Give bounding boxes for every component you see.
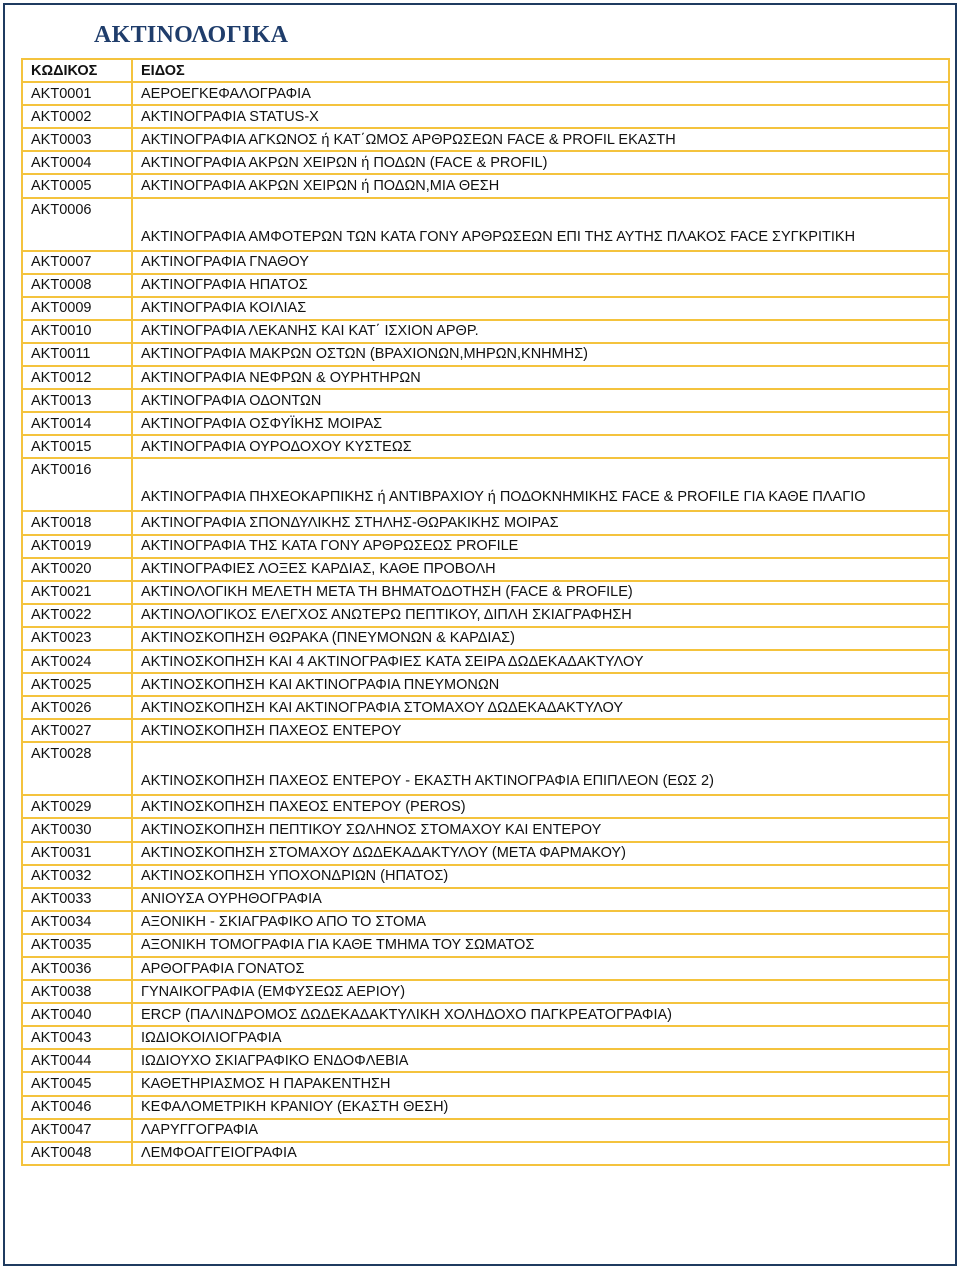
row-description: ΑΚΤΙΝΟΓΡΑΦΙΑ ΟΔΟΝΤΩΝ <box>132 389 949 412</box>
header-type: ΕΙΔΟΣ <box>132 59 949 82</box>
row-code: AKT0024 <box>22 650 132 673</box>
row-code: AKT0019 <box>22 535 132 558</box>
row-description: ΑΚΤΙΝΟΓΡΑΦΙΑ ΗΠΑΤΟΣ <box>132 274 949 297</box>
row-description: ΑΞΟΝΙΚΗ ΤΟΜΟΓΡΑΦΙΑ ΓΙΑ ΚΑΘΕ ΤΜΗΜΑ ΤΟΥ ΣΩΜΑΤΟΣ <box>132 934 949 957</box>
row-code: AKT0013 <box>22 389 132 412</box>
table-row <box>22 1072 949 1095</box>
row-description: ΑΚΤΙΝΟΓΡΑΦΙΑ ΝΕΦΡΩΝ & ΟΥΡΗΤΗΡΩΝ <box>132 366 949 389</box>
table-header-row <box>22 59 949 82</box>
table-row <box>22 105 949 128</box>
row-description: ERCP (ΠΑΛΙΝΔΡΟΜΟΣ ΔΩΔΕΚΑΔΑΚΤΥΛΙΚΗ ΧΟΛΗΔΟΧΟ ΠΑΓΚΡΕΑΤΟΓΡΑΦΙΑ) <box>132 1003 949 1026</box>
row-description: ΑΚΤΙΝΟΣΚΟΠΗΣΗ ΘΩΡΑΚΑ (ΠΝΕΥΜΟΝΩΝ & ΚΑΡΔΙΑΣ) <box>132 627 949 650</box>
table-row <box>22 320 949 343</box>
row-code: AKT0032 <box>22 865 132 888</box>
row-code: AKT0006 <box>22 198 132 251</box>
table-row <box>22 911 949 934</box>
row-description: ΑΝΙΟΥΣΑ ΟΥΡΗΘΟΓΡΑΦΙΑ <box>132 888 949 911</box>
row-code: AKT0043 <box>22 1026 132 1049</box>
row-description: ΑΚΤΙΝΟΓΡΑΦΙΑ ΑΓΚΩΝΟΣ ή ΚΑΤ΄ΩΜΟΣ ΑΡΘΡΩΣΕΩΝ FACE & PROFIL ΕΚΑΣΤΗ <box>132 128 949 151</box>
row-description: ΑΚΤΙΝΟΓΡΑΦΙΑ ΟΣΦΥΪΚΗΣ ΜΟΙΡΑΣ <box>132 412 949 435</box>
row-description: ΚΕΦΑΛΟΜΕΤΡΙΚΗ ΚΡΑΝΙΟΥ (ΕΚΑΣΤΗ ΘΕΣΗ) <box>132 1096 949 1119</box>
table-row <box>22 128 949 151</box>
table-row <box>22 366 949 389</box>
table-row <box>22 842 949 865</box>
row-description: ΑΚΤΙΝΟΓΡΑΦΙΑ ΣΠΟΝΔΥΛΙΚΗΣ ΣΤΗΛΗΣ-ΘΩΡΑΚΙΚΗΣ ΜΟΙΡΑΣ <box>132 511 949 534</box>
row-description: ΑΚΤΙΝΟΣΚΟΠΗΣΗ ΚΑΙ ΑΚΤΙΝΟΓΡΑΦΙΑ ΣΤΟΜΑΧΟΥ ΔΩΔΕΚΑΔΑΚΤΥΛΟΥ <box>132 696 949 719</box>
table-row <box>22 980 949 1003</box>
row-description: ΑΚΤΙΝΟΓΡΑΦΙΑ ΠΗΧΕΟΚΑΡΠΙΚΗΣ ή ΑΝΤΙΒΡΑΧΙΟΥ ή ΠΟΔΟΚΝΗΜΙΚΗΣ FACE & PROFILE ΓΙΑ ΚΑΘΕ ΠΛΑΓΙΟ <box>132 458 949 511</box>
row-description: ΙΩΔΙΟΚΟΙΛΙΟΓΡΑΦΙΑ <box>132 1026 949 1049</box>
row-code: AKT0016 <box>22 458 132 511</box>
row-description: ΑΚΤΙΝΟΛΟΓΙΚΗ ΜΕΛΕΤΗ ΜΕΤΑ ΤΗ ΒΗΜΑΤΟΔΟΤΗΣΗ (FACE & PROFILE) <box>132 581 949 604</box>
row-code: AKT0005 <box>22 174 132 197</box>
row-description: ΑΚΤΙΝΟΣΚΟΠΗΣΗ ΚΑΙ 4 ΑΚΤΙΝΟΓΡΑΦΙΕΣ ΚΑΤΑ ΣΕΙΡΑ ΔΩΔΕΚΑΔΑΚΤΥΛΟΥ <box>132 650 949 673</box>
row-description: ΑΚΤΙΝΟΣΚΟΠΗΣΗ ΣΤΟΜΑΧΟΥ ΔΩΔΕΚΑΔΑΚΤΥΛΟΥ (ΜΕΤΑ ΦΑΡΜΑΚΟΥ) <box>132 842 949 865</box>
row-code: AKT0045 <box>22 1072 132 1095</box>
row-description: ΑΕΡΟΕΓΚΕΦΑΛΟΓΡΑΦΙΑ <box>132 82 949 105</box>
row-code: AKT0007 <box>22 251 132 274</box>
table-row <box>22 558 949 581</box>
row-code: AKT0023 <box>22 627 132 650</box>
row-description: ΙΩΔΙΟΥΧΟ ΣΚΙΑΓΡΑΦΙΚΟ ΕΝΔΟΦΛΕΒΙΑ <box>132 1049 949 1072</box>
table-row <box>22 581 949 604</box>
row-code: AKT0028 <box>22 742 132 795</box>
page-title: ΑΚΤΙΝΟΛΟΓΙΚΑ <box>94 22 289 48</box>
row-description: ΑΚΤΙΝΟΣΚΟΠΗΣΗ ΠΑΧΕΟΣ ΕΝΤΕΡΟΥ (PEROS) <box>132 795 949 818</box>
row-code: AKT0021 <box>22 581 132 604</box>
row-code: AKT0036 <box>22 957 132 980</box>
row-description: ΑΚΤΙΝΟΓΡΑΦΙΑ ΜΑΚΡΩΝ ΟΣΤΩΝ (ΒΡΑΧΙΟΝΩΝ,ΜΗΡΩΝ,ΚΝΗΜΗΣ) <box>132 343 949 366</box>
table-row <box>22 818 949 841</box>
row-code: AKT0015 <box>22 435 132 458</box>
row-description: ΑΚΤΙΝΟΣΚΟΠΗΣΗ ΠΕΠΤΙΚΟΥ ΣΩΛΗΝΟΣ ΣΤΟΜΑΧΟΥ ΚΑΙ ΕΝΤΕΡΟΥ <box>132 818 949 841</box>
row-description: ΑΚΤΙΝΟΓΡΑΦΙΑ ΟΥΡΟΔΟΧΟΥ ΚΥΣΤΕΩΣ <box>132 435 949 458</box>
row-code: AKT0002 <box>22 105 132 128</box>
row-code: AKT0020 <box>22 558 132 581</box>
table-row <box>22 604 949 627</box>
row-description: ΑΚΤΙΝΟΓΡΑΦΙΑ ΑΚΡΩΝ ΧΕΙΡΩΝ ή ΠΟΔΩΝ,ΜΙΑ ΘΕΣΗ <box>132 174 949 197</box>
row-description: ΑΚΤΙΝΟΛΟΓΙΚΟΣ ΕΛΕΓΧΟΣ ΑΝΩΤΕΡΩ ΠΕΠΤΙΚΟΥ, ΔΙΠΛΗ ΣΚΙΑΓΡΑΦΗΣΗ <box>132 604 949 627</box>
row-code: AKT0033 <box>22 888 132 911</box>
radiology-codes-table <box>21 58 950 1166</box>
row-code: AKT0003 <box>22 128 132 151</box>
row-description: ΑΚΤΙΝΟΓΡΑΦΙΕΣ ΛΟΞΕΣ ΚΑΡΔΙΑΣ, ΚΑΘΕ ΠΡΟΒΟΛΗ <box>132 558 949 581</box>
row-code: AKT0046 <box>22 1096 132 1119</box>
row-code: AKT0044 <box>22 1049 132 1072</box>
row-code: AKT0010 <box>22 320 132 343</box>
table-row <box>22 435 949 458</box>
row-description: ΛΕΜΦΟΑΓΓΕΙΟΓΡΑΦΙΑ <box>132 1142 949 1165</box>
row-description: ΑΚΤΙΝΟΣΚΟΠΗΣΗ ΠΑΧΕΟΣ ΕΝΤΕΡΟΥ - ΕΚΑΣΤΗ ΑΚΤΙΝΟΓΡΑΦΙΑ ΕΠΙΠΛΕΟΝ (ΕΩΣ 2) <box>132 742 949 795</box>
table-row <box>22 1142 949 1165</box>
table-row <box>22 458 949 511</box>
table-body <box>22 82 949 1165</box>
table-row <box>22 934 949 957</box>
table-row <box>22 274 949 297</box>
row-description: ΑΚΤΙΝΟΓΡΑΦΙΑ ΚΟΙΛΙΑΣ <box>132 297 949 320</box>
table-row <box>22 535 949 558</box>
row-code: AKT0008 <box>22 274 132 297</box>
table-row <box>22 719 949 742</box>
table-row <box>22 1096 949 1119</box>
row-code: AKT0027 <box>22 719 132 742</box>
row-description: ΑΚΤΙΝΟΓΡΑΦΙΑ ΛΕΚΑΝΗΣ ΚΑΙ ΚΑΤ΄ ΙΣΧΙΟΝ ΑΡΘΡ. <box>132 320 949 343</box>
row-description: ΑΚΤΙΝΟΣΚΟΠΗΣΗ ΠΑΧΕΟΣ ΕΝΤΕΡΟΥ <box>132 719 949 742</box>
row-code: AKT0014 <box>22 412 132 435</box>
table-row <box>22 673 949 696</box>
row-description: ΑΚΤΙΝΟΓΡΑΦΙΑ STATUS-X <box>132 105 949 128</box>
table-row <box>22 174 949 197</box>
table-row <box>22 742 949 795</box>
table-row <box>22 650 949 673</box>
row-code: AKT0047 <box>22 1119 132 1142</box>
row-code: AKT0029 <box>22 795 132 818</box>
table-row <box>22 1026 949 1049</box>
header-code: ΚΩΔΙΚΟΣ <box>22 59 132 82</box>
table-row <box>22 297 949 320</box>
table-row <box>22 251 949 274</box>
table-row <box>22 82 949 105</box>
table-row <box>22 627 949 650</box>
row-description: ΚΑΘΕΤΗΡΙΑΣΜΟΣ Η ΠΑΡΑΚΕΝΤΗΣΗ <box>132 1072 949 1095</box>
row-code: AKT0030 <box>22 818 132 841</box>
row-code: AKT0004 <box>22 151 132 174</box>
row-description: ΛΑΡΥΓΓΟΓΡΑΦΙΑ <box>132 1119 949 1142</box>
row-description: ΑΚΤΙΝΟΣΚΟΠΗΣΗ ΚΑΙ ΑΚΤΙΝΟΓΡΑΦΙΑ ΠΝΕΥΜΟΝΩΝ <box>132 673 949 696</box>
row-code: AKT0026 <box>22 696 132 719</box>
table-row <box>22 696 949 719</box>
row-code: AKT0012 <box>22 366 132 389</box>
table-row <box>22 412 949 435</box>
row-description: ΑΚΤΙΝΟΓΡΑΦΙΑ ΓΝΑΘΟΥ <box>132 251 949 274</box>
row-code: AKT0034 <box>22 911 132 934</box>
row-code: AKT0001 <box>22 82 132 105</box>
table-row <box>22 1049 949 1072</box>
row-description: ΑΚΤΙΝΟΓΡΑΦΙΑ ΤΗΣ ΚΑΤΑ ΓΟΝΥ ΑΡΘΡΩΣΕΩΣ PROFILE <box>132 535 949 558</box>
table-row <box>22 151 949 174</box>
table-row <box>22 888 949 911</box>
table-row <box>22 389 949 412</box>
row-description: ΑΞΟΝΙΚΗ - ΣΚΙΑΓΡΑΦΙΚΟ ΑΠΟ ΤΟ ΣΤΟΜΑ <box>132 911 949 934</box>
table-row <box>22 511 949 534</box>
row-description: ΑΡΘΟΓΡΑΦΙΑ ΓΟΝΑΤΟΣ <box>132 957 949 980</box>
table-row <box>22 795 949 818</box>
table-row <box>22 957 949 980</box>
row-code: AKT0048 <box>22 1142 132 1165</box>
row-code: AKT0035 <box>22 934 132 957</box>
row-description: ΑΚΤΙΝΟΓΡΑΦΙΑ ΑΚΡΩΝ ΧΕΙΡΩΝ ή ΠΟΔΩΝ (FACE & PROFIL) <box>132 151 949 174</box>
row-description: ΑΚΤΙΝΟΣΚΟΠΗΣΗ ΥΠΟΧΟΝΔΡΙΩΝ (ΗΠΑΤΟΣ) <box>132 865 949 888</box>
row-code: AKT0031 <box>22 842 132 865</box>
row-code: AKT0038 <box>22 980 132 1003</box>
table-row <box>22 198 949 251</box>
table-row <box>22 1003 949 1026</box>
table-row <box>22 865 949 888</box>
row-code: AKT0009 <box>22 297 132 320</box>
row-description: ΑΚΤΙΝΟΓΡΑΦΙΑ ΑΜΦΟΤΕΡΩΝ ΤΩΝ ΚΑΤΑ ΓΟΝΥ ΑΡΘΡΩΣΕΩΝ ΕΠΙ ΤΗΣ ΑΥΤΗΣ ΠΛΑΚΟΣ FACE ΣΥΓΚΡΙΤΙΚΗ <box>132 198 949 251</box>
row-code: AKT0011 <box>22 343 132 366</box>
row-code: AKT0018 <box>22 511 132 534</box>
row-description: ΓΥΝΑΙΚΟΓΡΑΦΙΑ (ΕΜΦΥΣΕΩΣ ΑΕΡΙΟΥ) <box>132 980 949 1003</box>
row-code: AKT0040 <box>22 1003 132 1026</box>
row-code: AKT0025 <box>22 673 132 696</box>
table-row <box>22 343 949 366</box>
row-code: AKT0022 <box>22 604 132 627</box>
table-row <box>22 1119 949 1142</box>
